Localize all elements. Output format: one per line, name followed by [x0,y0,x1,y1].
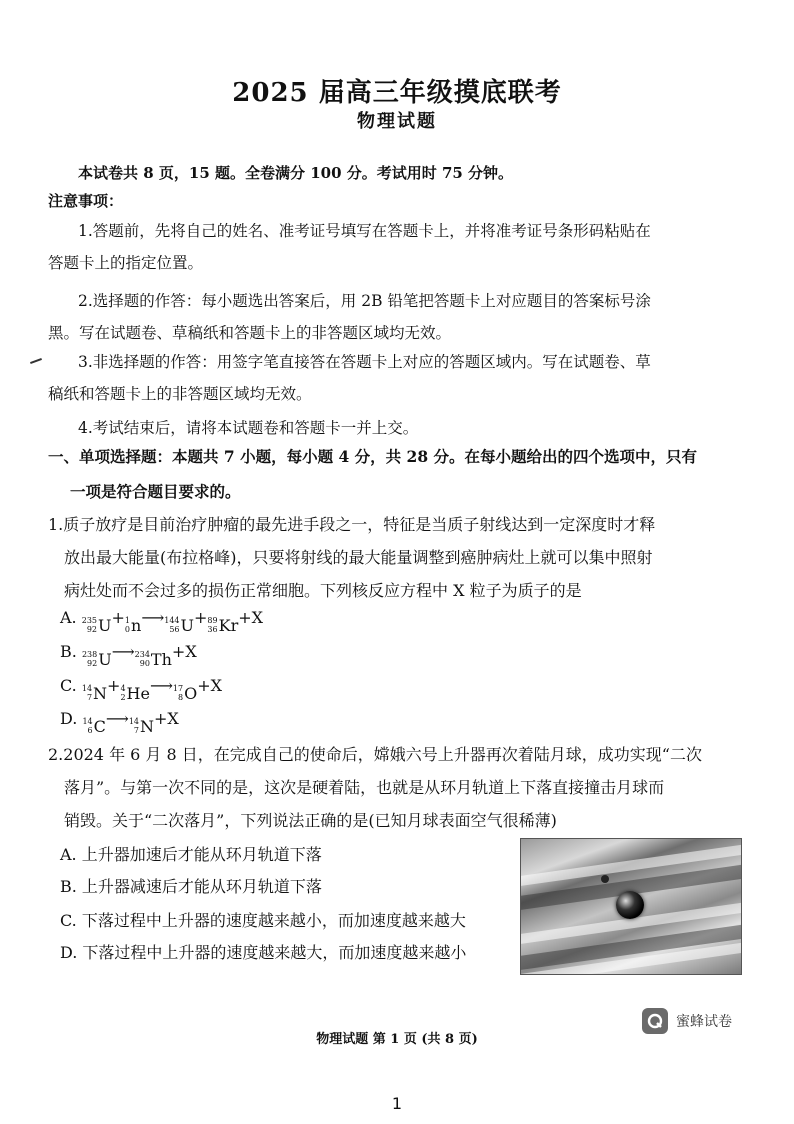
lander-sphere [616,891,644,919]
q1-option-a-label: A. [60,608,77,627]
q2-stem-line-2: 落月”。与第一次不同的是，这次是硬着陆，也就是从环月轨道上下落直接撞击月球而 [64,778,665,797]
q1-option-c-label: C. [60,676,77,695]
q1-stem-line-3: 病灶处而不会过多的损伤正常细胞。下列核反应方程中 X 粒子为质子的是 [64,581,582,600]
q1-option-a: A. 235 92 U+ 1 0 n⟶ 144 56 U+ 89 36 Kr+X [60,608,264,635]
notice-item-2-line-1: 2.选择题的作答：每小题选出答案后，用 2B 铅笔把答题卡上对应题目的答案标号涂 [78,292,651,310]
q1-option-d-label: D. [60,709,78,728]
lander-dot [601,875,609,883]
q1-option-b: B. 238 92 U⟶ 234 90 Th+X [60,642,197,669]
q2-option-c: C. 下落过程中上升器的速度越来越小，而加速度越来越大 [60,911,466,930]
q1-stem-line-1: 1.质子放疗是目前治疗肿瘤的最先进手段之一，特征是当质子射线达到一定深度时才释 [48,515,656,534]
q1-stem-line-2: 放出最大能量(布拉格峰)，只要将射线的最大能量调整到癌肿病灶上就可以集中照射 [64,548,653,567]
notice-item-1-line-1: 1.答题前，先将自己的姓名、准考证号填写在答题卡上，并将准考证号条形码粘贴在 [78,222,651,240]
notice-item-4: 4.考试结束后，请将本试题卷和答题卡一并上交。 [78,419,419,437]
q1-option-b-label: B. [60,642,77,661]
section-1-heading: 一、单项选择题：本题共 7 小题，每小题 4 分，共 28 分。在每小题给出的四个选项中，只有 [48,447,698,466]
q2-stem-line-3: 销毁。关于“二次落月”，下列说法正确的是(已知月球表面空气很稀薄) [64,811,557,830]
exam-subtitle: 物理试题 [357,111,437,132]
stray-pen-mark [30,358,42,364]
q1-option-c: C. 14 7 N+ 4 2 He⟶ 17 8 O+X [60,676,223,703]
page-number: 1 [391,1094,403,1113]
lunar-lander-photo [520,838,742,975]
q1-option-d: D. 14 6 C⟶ 14 7 N+X [60,709,179,736]
exam-intro: 本试卷共 8 页，15 题。全卷满分 100 分。考试用时 75 分钟。 [78,164,514,182]
q2-stem-line-1: 2.2024 年 6 月 8 日，在完成自己的使命后，嫦娥六号上升器再次着陆月球，成功实现“二次 [48,745,702,764]
notice-item-3-line-2: 稿纸和答题卡上的非答题区域均无效。 [48,385,312,403]
notice-item-3-line-1: 3.非选择题的作答：用签字笔直接答在答题卡上对应的答题区域内。写在试题卷、草 [78,353,651,371]
q2-option-a: A. 上升器加速后才能从环月轨道下落 [60,845,322,864]
section-1-heading-cont: 一项是符合题目要求的。 [70,482,241,501]
notice-item-1-line-2: 答题卡上的指定位置。 [48,254,204,272]
notice-heading: 注意事项： [48,192,124,210]
watermark-text: 蜜蜂试卷 [676,1014,732,1030]
q2-option-d: D. 下落过程中上升器的速度越来越大，而加速度越来越小 [60,943,467,962]
page-footer: 物理试题 第 1 页 (共 8 页) [316,1032,478,1047]
exam-title: 2025 届高三年级摸底联考 [232,78,562,108]
notice-item-2-line-2: 黑。写在试题卷、草稿纸和答题卡上的非答题区域均无效。 [48,324,452,342]
q2-option-b: B. 上升器减速后才能从环月轨道下落 [60,877,322,896]
